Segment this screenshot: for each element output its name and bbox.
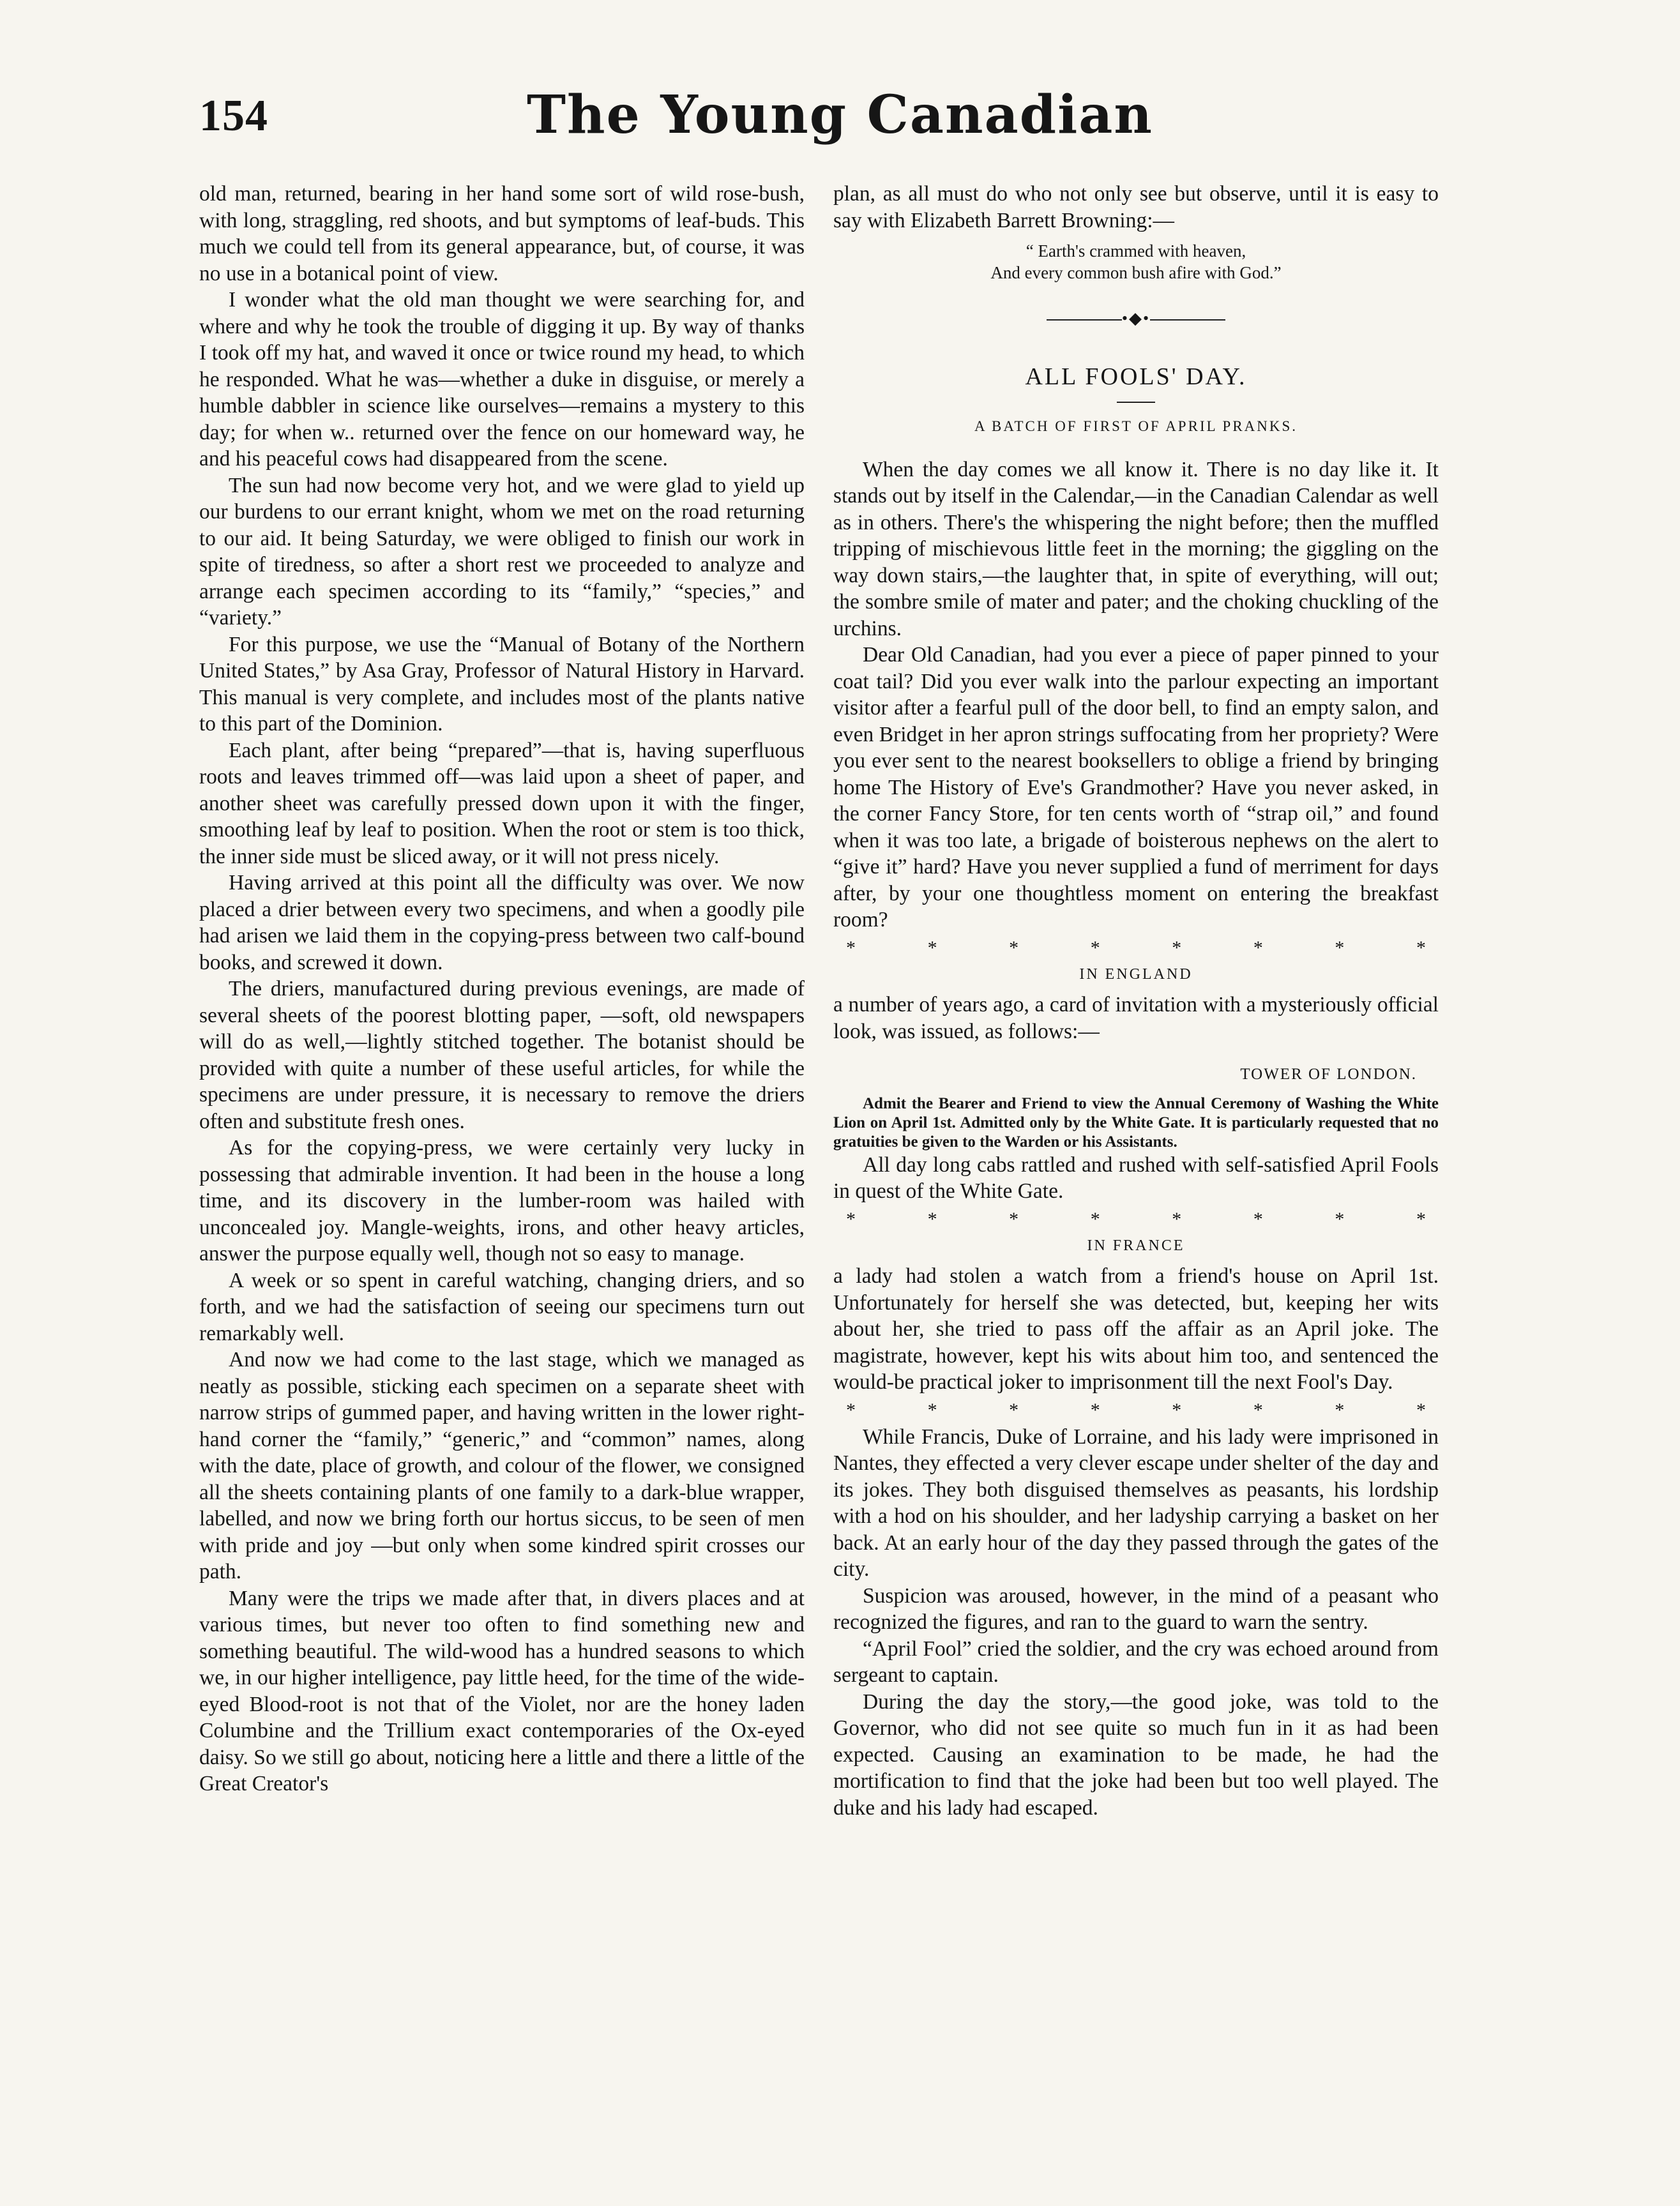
star: *	[927, 1208, 937, 1230]
paragraph: As for the copying-press, we were certainly very lucky in possessing that admirable invention. It had been in the house a long time, and its discovery in the lumber-room was hailed with unconcealed joy. Mangle-weights, irons, and other heavy articles, answer the purpose equally well, though not so easy to manage.	[199, 1136, 805, 1265]
star: *	[927, 937, 937, 958]
right-column	[833, 181, 1439, 1821]
star: *	[1009, 1208, 1019, 1230]
paragraph: For this purpose, we use the “Manual of Botany of the Northern United States,” by Asa Gray, Professor of Natural History in Harvard. This manual is very complete, and includes most of the plants native to this part of the Dominion.	[199, 632, 805, 736]
paragraph: The driers, manufactured during previous evenings, are made of several sheets of the poorest blotting paper, —soft, old newspapers will do as well,—lightly stitched together. The botanist should be provided with quite a number of these useful articles, for while the specimens are under pressure, it is necessary to remove the driers often and substitute fresh ones.	[199, 977, 805, 1133]
star: *	[1172, 937, 1182, 958]
star: *	[1416, 937, 1426, 958]
article-subtitle: A BATCH OF FIRST OF APRIL PRANKS.	[974, 418, 1298, 434]
star-divider	[833, 937, 1439, 959]
poem-line: “ Earth's crammed with heaven,	[1025, 241, 1246, 261]
divider	[1117, 402, 1155, 403]
paragraph: All day long cabs rattled and rushed with self-satisfied April Fools in quest of the White Gate.	[833, 1152, 1439, 1203]
section-heading: IN ENGLAND	[1079, 965, 1193, 983]
masthead-title: The Young Canadian	[527, 84, 1153, 146]
ornamental-rule	[833, 305, 1439, 332]
star-divider	[833, 1209, 1439, 1230]
notice-heading: TOWER OF LONDON.	[1240, 1066, 1417, 1083]
star: *	[1172, 1399, 1182, 1421]
star: *	[1416, 1208, 1426, 1230]
star: *	[846, 1208, 856, 1230]
paragraph: And now we had come to the last stage, which we managed as neatly as possible, sticking each specimen on a separate sheet with narrow strips of gummed paper, and having written in the lower right-hand corner the “family,” “generic,” and “common” names, along with the date, place of growth, and colour of the flower, we consigned all the sheets containing plants of one family to a dark-blue wrapper, labelled, and now we bring forth our hortus siccus, to be seen of men with pride and joy —but only when some kindred spirit crosses our path.	[199, 1348, 805, 1583]
star: *	[1335, 1399, 1345, 1421]
paragraph: a number of years ago, a card of invitation with a mysteriously official look, was issued, as follows:—	[833, 993, 1439, 1043]
paragraph: During the day the story,—the good joke, was told to the Governor, who did not see quite so much fun in it as had been expected. Causing an examination to be made, he had the mortification to find that the joke had been but too well played. The duke and his lady had escaped.	[833, 1689, 1439, 1820]
star-divider	[833, 1400, 1439, 1421]
article-title: ALL FOOLS' DAY.	[1025, 363, 1247, 390]
paragraph: “April Fool” cried the soldier, and the cry was echoed around from sergeant to captain.	[833, 1636, 1439, 1687]
page-number: 154	[199, 91, 268, 140]
star: *	[1090, 1399, 1100, 1421]
paragraph: When the day comes we all know it. There is no day like it. It stands out by itself in the Calendar,—in the Canadian Calendar as well as in others. There's the whispering the night before; then the muffled tripping of mischievous little feet in the morning; the giggling on the way down stairs,—the laughter that, in spite of everything, will out; the sombre smile of mater and pater; and the choking chuckling of the urchins.	[833, 457, 1439, 640]
paragraph: old man, returned, bearing in her hand some sort of wild rose-bush, with long, straggling, red shoots, and but symptoms of leaf-buds. This much we could tell from its general appearance, but, of course, it was no use in a botanical point of view.	[199, 182, 805, 285]
paragraph: The sun had now become very hot, and we were glad to yield up our burdens to our errant knight, whom we met on the road returning to our aid. It being Saturday, we were obliged to finish our work in spite of tiredness, so after a short rest we proceeded to analyze and arrange each specimen according to its “family,” “species,” and “variety.”	[199, 473, 805, 630]
poem-line: And every common bush afire with God.”	[990, 263, 1282, 282]
ornament-glyph: •◆•	[1121, 309, 1151, 328]
star: *	[1253, 1208, 1263, 1230]
poem-quote	[833, 240, 1439, 283]
star: *	[1172, 1208, 1182, 1230]
star: *	[846, 937, 856, 958]
star: *	[927, 1399, 937, 1421]
star: *	[1009, 1399, 1019, 1421]
paragraph: Dear Old Canadian, had you ever a piece of paper pinned to your coat tail? Did you ever walk into the parlour expecting an important visitor after a fearful pull of the door bell, to find an empty salon, and even Bridget in her apron strings suffocating from her propriety? Were you ever sent to the nearest booksellers to oblige a friend by bringing home The History of Eve's Grandmother? Have you never asked, in the corner Fancy Store, for ten cents worth of “strap oil,” and found when it was too late, a brigade of boisterous nephews on the alert to “give it” hard? Have you never supplied a fund of merriment for days after, by your one thoughtless moment on entering the breakfast room?	[833, 643, 1439, 932]
star: *	[1335, 1208, 1345, 1230]
star: *	[1090, 937, 1100, 958]
notice-text: Admit the Bearer and Friend to view the Annual Ceremony of Washing the White Lion on April 1st. Admitted only by the White Gate. It is particularly requested that no gratuities be given to the Warden or his Assistants.	[833, 1094, 1439, 1151]
star: *	[1416, 1399, 1426, 1421]
left-column	[199, 181, 805, 1797]
paragraph: While Francis, Duke of Lorraine, and his lady were imprisoned in Nantes, they effected a very clever escape under shelter of the day and its jokes. They both disguised themselves as peasants, his lordship with a hod on his shoulder, and her ladyship carrying a basket on her back. At an early hour of the day they passed through the gates of the city.	[833, 1424, 1439, 1581]
paragraph: I wonder what the old man thought we were searching for, and where and why he took the trouble of digging it up. By way of thanks I took off my hat, and waved it once or twice round my head, to which he responded. What he was—whether a duke in disguise, or merely a humble dabbler in science like ourselves—remains a mystery to this day; for when w.. returned over the fence on our homeward way, he and his peaceful cows had disappeared from the scene.	[199, 288, 805, 471]
star: *	[1009, 937, 1019, 958]
star: *	[1253, 1399, 1263, 1421]
section-heading: IN FRANCE	[1087, 1237, 1185, 1254]
paragraph: plan, as all must do who not only see but observe, until it is easy to say with Elizabeth Barrett Browning:—	[833, 182, 1439, 232]
star: *	[1253, 937, 1263, 958]
paragraph: A week or so spent in careful watching, changing driers, and so forth, and we had the satisfaction of seeing our specimens turn out remarkably well.	[199, 1268, 805, 1345]
paragraph: Many were the trips we made after that, in divers places and at various times, but never too often to find something new and something beautiful. The wild-wood has a hundred seasons to which we, in our higher intelligence, pay little heed, for the time of the wide-eyed Blood-root is not that of the Violet, nor are the honey laden Columbine and the Trillium exact contemporaries of the Ox-eyed daisy. So we still go about, noticing here a little and there a little of the Great Creator's	[199, 1586, 805, 1795]
paragraph: a lady had stolen a watch from a friend's house on April 1st. Unfortunately for herself she was detected, but, keeping her wits about her, she tried to pass off the affair as an April joke. The magistrate, however, kept his wits about him too, and sentenced the would-be practical joker to imprisonment till the next Fool's Day.	[833, 1264, 1439, 1394]
star: *	[846, 1399, 856, 1421]
star: *	[1090, 1208, 1100, 1230]
paragraph: Having arrived at this point all the difficulty was over. We now placed a drier between every two specimens, and when a goodly pile had arisen we laid them in the copying-press between two calf-bound books, and screwed it down.	[199, 871, 805, 974]
paragraph: Each plant, after being “prepared”—that is, having superfluous roots and leaves trimmed off—was laid upon a sheet of paper, and another sheet was carefully pressed down upon it with the finger, smoothing leaf by leaf to position. When the root or stem is too thick, the inner side must be sliced away, or it will not press nicely.	[199, 738, 805, 868]
paragraph: Suspicion was aroused, however, in the mind of a peasant who recognized the figures, and ran to the guard to warn the sentry.	[833, 1583, 1439, 1634]
star: *	[1335, 937, 1345, 958]
